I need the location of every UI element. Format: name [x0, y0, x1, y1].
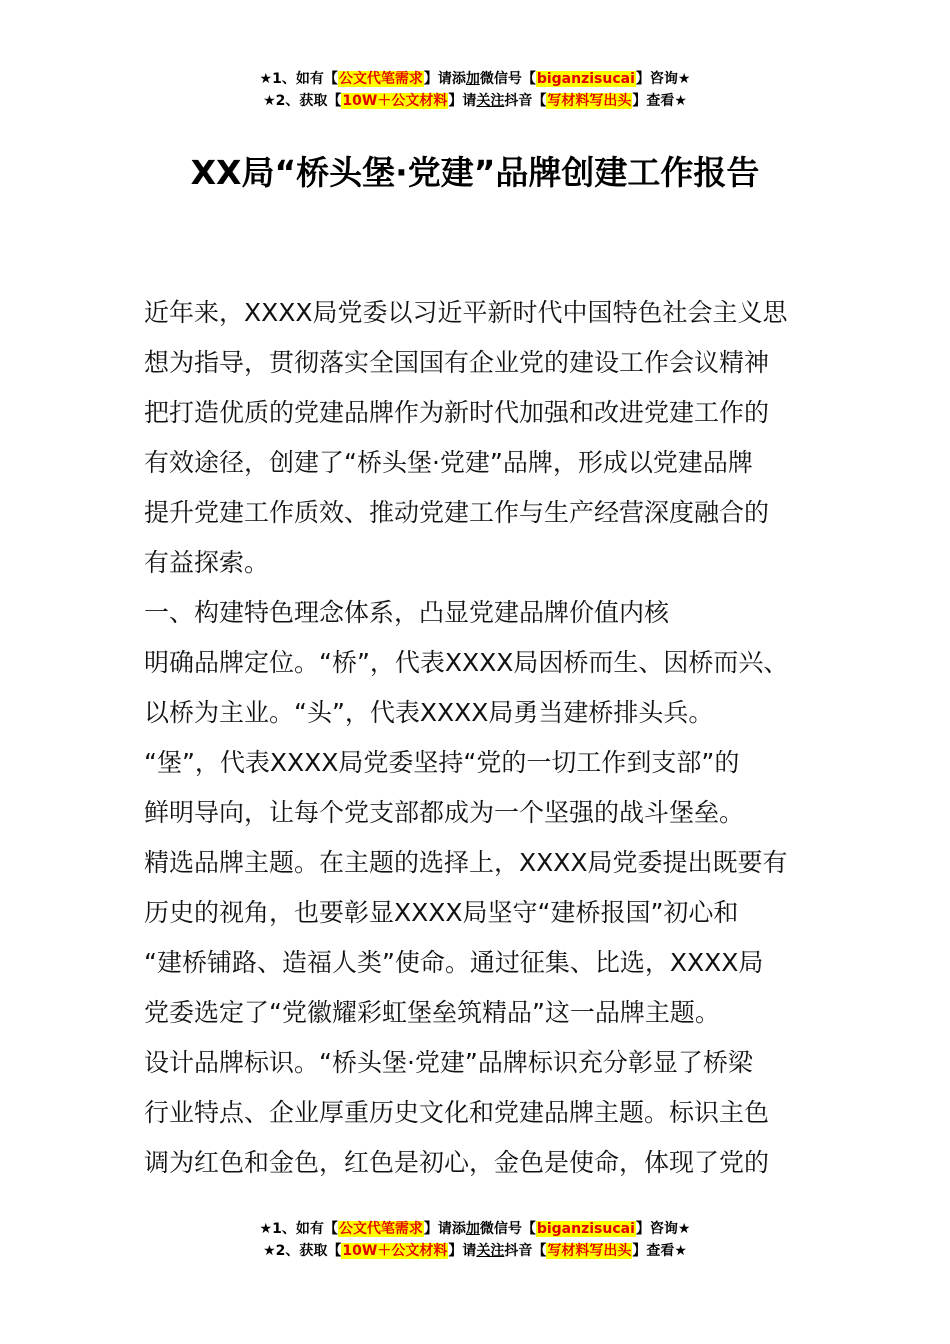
body-line: 近年来，XXXX局党委以习近平新时代中国特色社会主义思 [144, 298, 788, 327]
body-line: 提升党建工作质效、推动党建工作与生产经营深度融合的 [144, 498, 770, 527]
promo-text: 微信号【 [479, 71, 536, 87]
promo-underlined-text: 关注 [476, 1243, 505, 1259]
body-line: “堡”，代表XXXX局党委坚持“党的一切工作到支部”的 [144, 748, 740, 777]
promo-highlight: biganzisucai [536, 1221, 635, 1237]
promo-underlined-text: 加 [465, 71, 480, 87]
body-line: 历史的视角，也要彰显XXXX局坚守“建桥报国”初心和 [144, 898, 739, 927]
body-line: 设计品牌标识。“桥头堡·党建”品牌标识充分彰显了桥梁 [144, 1048, 753, 1077]
promo-highlight: biganzisucai [536, 71, 635, 87]
promo-highlight: 公文代笔需求 [338, 1221, 423, 1237]
body-line: 把打造优质的党建品牌作为新时代加强和改进党建工作的 [144, 398, 770, 427]
body-line: 调为红色和金色，红色是初心，金色是使命，体现了党的 [144, 1148, 770, 1177]
body-line: “建桥铺路、造福人类”使命。通过征集、比选，XXXX局 [144, 948, 764, 977]
promo-highlight: 写材料写出头 [547, 93, 632, 109]
promo-text: 】请 [448, 1243, 477, 1259]
document-title: XX局“桥头堡·党建”品牌创建工作报告 [190, 153, 760, 192]
header-promo-banner [0, 68, 950, 112]
body-line: 精选品牌主题。在主题的选择上，XXXX局党委提出既要有 [144, 848, 788, 877]
document-body [144, 288, 824, 1188]
promo-text: 】请添 [423, 71, 466, 87]
body-line: 想为指导，贯彻落实全国国有企业党的建设工作会议精神 [144, 348, 770, 377]
promo-underlined-text: 加 [465, 1221, 480, 1237]
promo-text: ★1、如有【 [259, 1221, 338, 1237]
promo-text: ★1、如有【 [259, 71, 338, 87]
promo-line-2 [0, 90, 950, 112]
body-line: 以桥为主业。“头”，代表XXXX局勇当建桥排头兵。 [144, 698, 714, 727]
promo-line-1 [0, 1218, 950, 1240]
promo-line-2 [0, 1240, 950, 1262]
promo-underlined-text: 关注 [476, 93, 505, 109]
footer-promo-banner [0, 1218, 950, 1262]
section-heading: 一、构建特色理念体系，凸显党建品牌价值内核 [144, 598, 670, 627]
promo-text: 】请 [448, 93, 477, 109]
body-line: 明确品牌定位。“桥”，代表XXXX局因桥而生、因桥而兴、 [144, 648, 789, 677]
promo-text: 】咨询★ [635, 1221, 691, 1237]
promo-text: 抖音【 [504, 1243, 547, 1259]
body-line: 党委选定了“党徽耀彩虹堡垒筑精品”这一品牌主题。 [144, 998, 720, 1027]
promo-text: 】查看★ [632, 1243, 687, 1259]
promo-highlight: 10W＋公文材料 [342, 1243, 448, 1259]
promo-text: ★2、获取【 [263, 1243, 342, 1259]
promo-text: 】咨询★ [635, 71, 691, 87]
body-line: 鲜明导向，让每个党支部都成为一个坚强的战斗堡垒。 [144, 798, 745, 827]
promo-line-1 [0, 68, 950, 90]
promo-text: 抖音【 [504, 93, 547, 109]
promo-text: 】请添 [423, 1221, 466, 1237]
promo-text: ★2、获取【 [263, 93, 342, 109]
promo-text: 微信号【 [479, 1221, 536, 1237]
body-line: 行业特点、企业厚重历史文化和党建品牌主题。标识主色 [144, 1098, 770, 1127]
body-line: 有益探索。 [144, 548, 270, 577]
promo-highlight: 公文代笔需求 [338, 71, 423, 87]
promo-highlight: 10W＋公文材料 [342, 93, 448, 109]
body-line: 有效途径，创建了“桥头堡·党建”品牌，形成以党建品牌 [144, 448, 753, 477]
promo-highlight: 写材料写出头 [547, 1243, 632, 1259]
promo-text: 】查看★ [632, 93, 687, 109]
